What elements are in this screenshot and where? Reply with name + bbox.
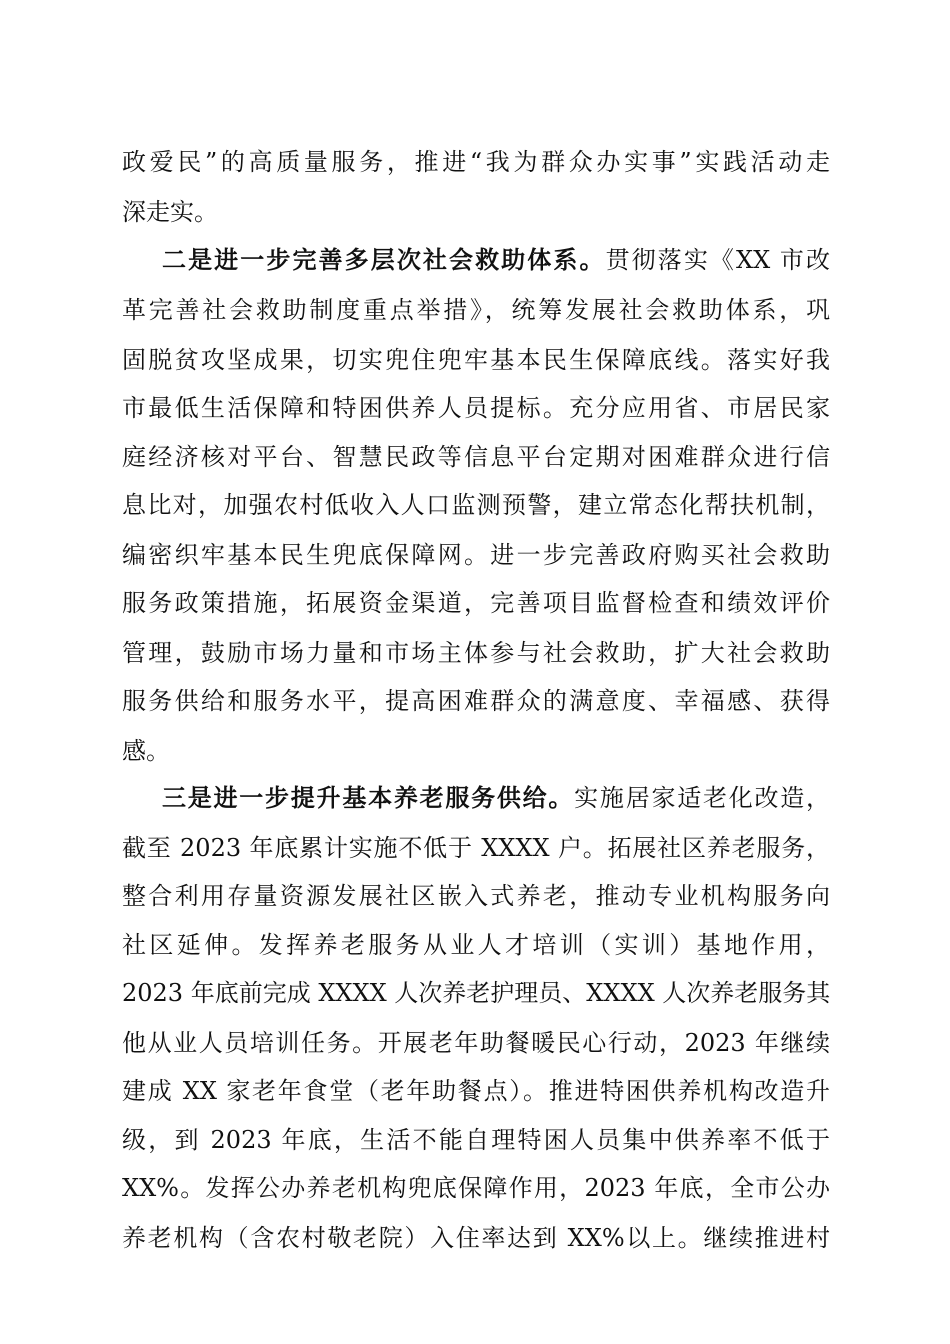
- paragraph-2-lead: 二是进一步完善多层次社会救助体系。: [162, 245, 606, 274]
- paragraph-2-line-10: 服务供给和服务水平，提高困难群众的满意度、幸福感、获得: [122, 687, 830, 715]
- paragraph-1-line-1: 政爱民”的高质量服务，推进“我为群众办实事”实践活动走: [122, 148, 830, 176]
- paragraph-3-line-2: 截至 2023 年底累计实施不低于 XXXX 户。拓展社区养老服务，: [122, 834, 830, 862]
- paragraph-2-line-1: [162, 235, 830, 285]
- paragraph-2-line-4: 市最低生活保障和特困供养人员提标。充分应用省、市居民家: [122, 394, 830, 422]
- paragraph-3-line-3: 整合利用存量资源发展社区嵌入式养老，推动专业机构服务向: [122, 882, 830, 910]
- paragraph-2-line-11: 感。: [122, 737, 170, 765]
- paragraph-3-line-7: 建成 XX 家老年食堂（老年助餐点）。推进特困供养机构改造升: [122, 1077, 830, 1105]
- paragraph-2-line-6: 息比对，加强农村低收入人口监测预警，建立常态化帮扶机制，: [122, 491, 830, 519]
- paragraph-3-line-8: 级，到 2023 年底，生活不能自理特困人员集中供养率不低于: [122, 1126, 830, 1154]
- paragraph-2-text: 贯彻落实《XX 市改: [605, 246, 830, 274]
- paragraph-3-line-9: XX%。发挥公办养老机构兜底保障作用，2023 年底，全市公办: [122, 1174, 830, 1202]
- paragraph-2-line-3: 固脱贫攻坚成果，切实兜住兜牢基本民生保障底线。落实好我: [122, 346, 830, 374]
- paragraph-1-line-2: 深走实。: [122, 198, 218, 226]
- paragraph-3-lead: 三是进一步提升基本养老服务供给。: [162, 783, 575, 812]
- paragraph-2-line-8: 服务政策措施，拓展资金渠道，完善项目监督检查和绩效评价: [122, 589, 830, 617]
- paragraph-3-line-4: 社区延伸。发挥养老服务从业人才培训（实训）基地作用，: [122, 931, 830, 959]
- paragraph-2-line-2: 革完善社会救助制度重点举措》，统筹发展社会救助体系，巩: [122, 296, 830, 324]
- paragraph-2-line-5: 庭经济核对平台、智慧民政等信息平台定期对困难群众进行信: [122, 443, 830, 471]
- paragraph-3-line-1: [162, 773, 830, 823]
- paragraph-3-text: 实施居家适老化改造，: [574, 784, 830, 812]
- paragraph-2-line-9: 管理，鼓励市场力量和市场主体参与社会救助，扩大社会救助: [122, 639, 830, 667]
- paragraph-3-line-6: 他从业人员培训任务。开展老年助餐暖民心行动，2023 年继续: [122, 1029, 830, 1057]
- paragraph-2-line-7: 编密织牢基本民生兜底保障网。进一步完善政府购买社会救助: [122, 541, 830, 569]
- paragraph-3-line-5: 2023 年底前完成 XXXX 人次养老护理员、XXXX 人次养老服务其: [122, 979, 830, 1007]
- paragraph-3-line-10: 养老机构（含农村敬老院）入住率达到 XX%以上。继续推进村: [122, 1224, 830, 1252]
